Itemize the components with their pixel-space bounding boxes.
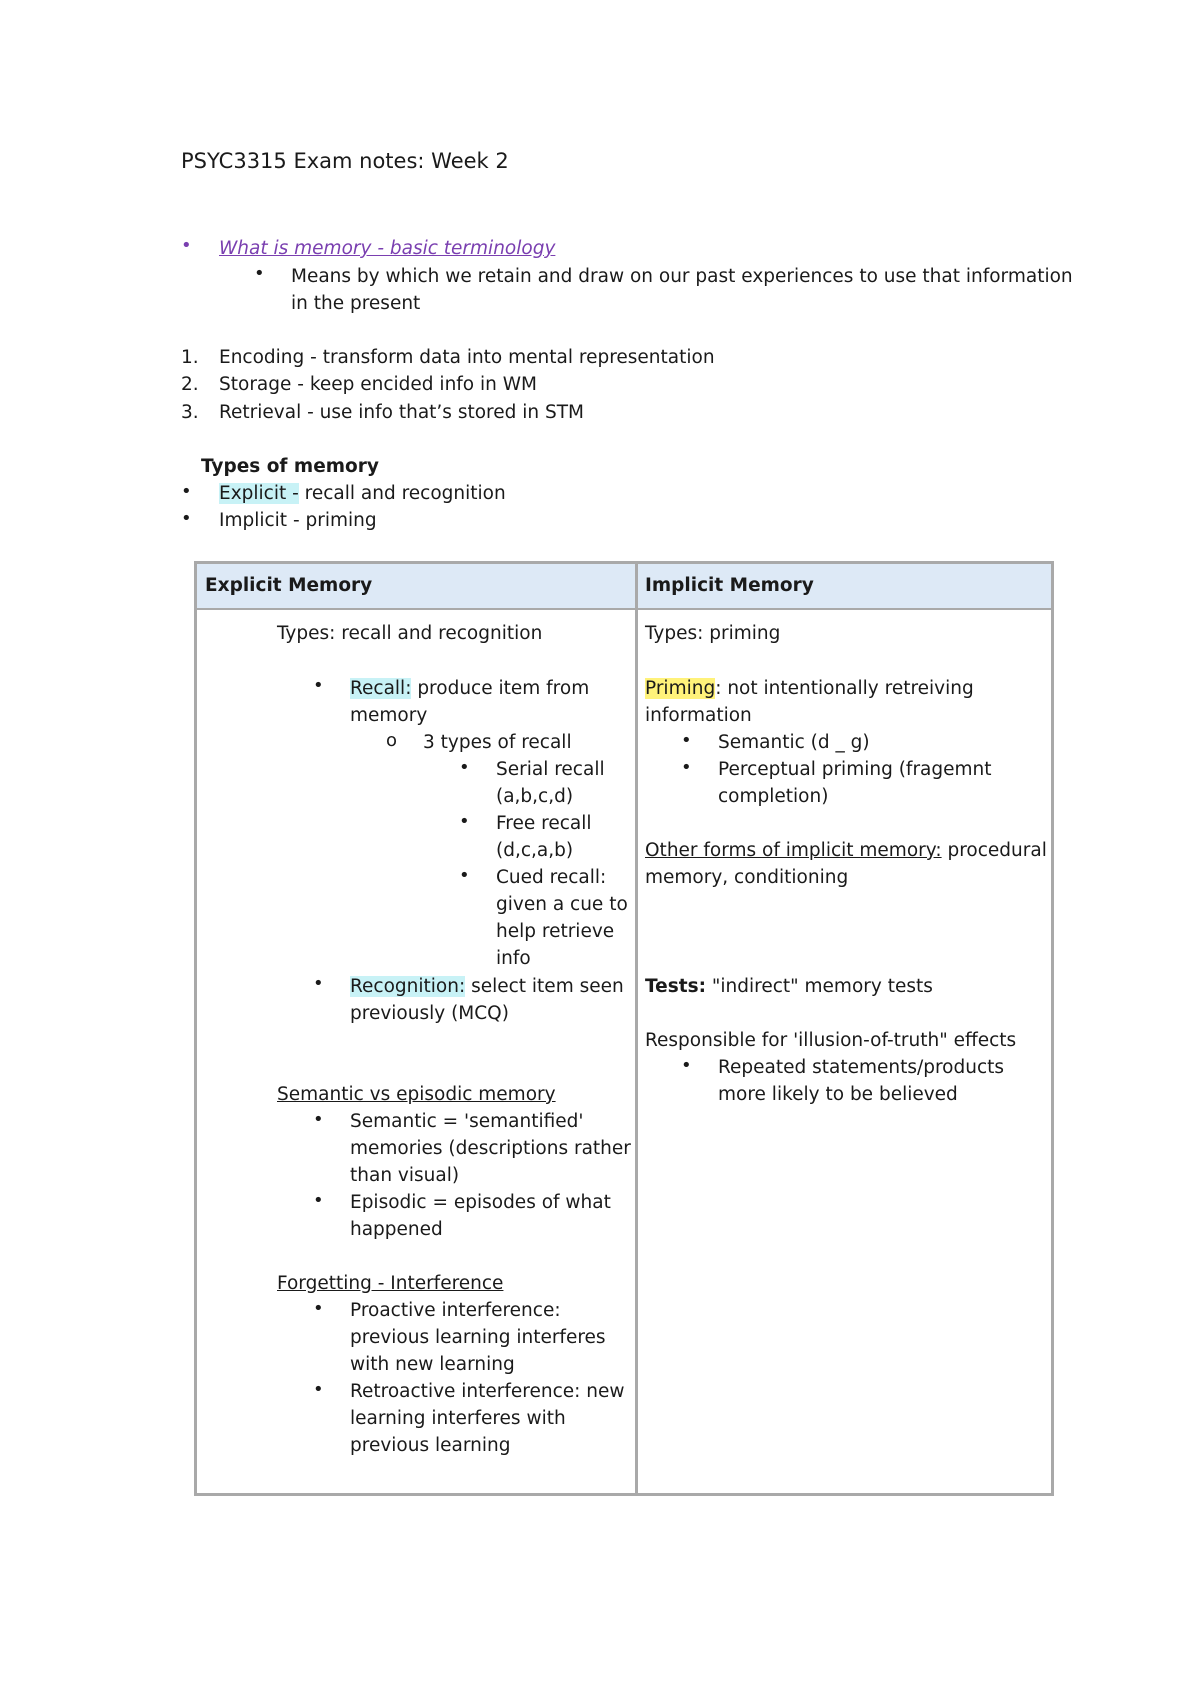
repeated-statements-item: Repeated statements/products	[718, 1057, 1005, 1078]
bullet-icon: •	[313, 973, 324, 994]
bullet-icon: •	[459, 757, 470, 778]
perceptual-priming-item: Perceptual priming (fragemnt	[718, 759, 992, 780]
other-forms-line	[645, 837, 1047, 864]
stage-item: Storage - keep encided info in WM	[219, 374, 538, 395]
explicit-description: recall and recognition	[298, 483, 506, 504]
free-recall-item: (d,c,a,b)	[496, 840, 574, 861]
proactive-item: with new learning	[350, 1354, 515, 1375]
perceptual-priming-item: completion)	[718, 786, 829, 807]
bullet-icon: •	[313, 1109, 324, 1130]
retroactive-item: learning interferes with	[350, 1408, 566, 1429]
tests-description: "indirect" memory tests	[705, 976, 933, 997]
bullet-icon: •	[313, 1190, 324, 1211]
recall-types-subitem: 3 types of recall	[423, 732, 572, 753]
bullet-icon: •	[681, 757, 692, 778]
stage-number: 1.	[181, 347, 199, 368]
stage-item: Encoding - transform data into mental representation	[219, 347, 715, 368]
tests-line	[645, 973, 933, 1000]
bullet-icon: •	[681, 730, 692, 751]
definition-line: Means by which we retain and draw on our past experiences to use that information	[291, 266, 1073, 287]
recall-item	[350, 675, 589, 702]
serial-recall-item: (a,b,c,d)	[496, 786, 574, 807]
forgetting-heading: Forgetting - Interference	[277, 1273, 504, 1294]
episodic-item: happened	[350, 1219, 443, 1240]
hollow-bullet-icon: o	[386, 730, 398, 751]
bullet-icon: •	[254, 263, 265, 284]
bullet-icon: •	[459, 811, 470, 832]
proactive-item: Proactive interference:	[350, 1300, 561, 1321]
recognition-description: previously (MCQ)	[350, 1003, 509, 1024]
bullet-icon: •	[181, 481, 192, 502]
stage-number: 2.	[181, 374, 199, 395]
cued-recall-item: help retrieve	[496, 921, 615, 942]
recognition-item	[350, 973, 624, 1000]
semantic-item: Semantic = 'semantified'	[350, 1111, 584, 1132]
semantic-priming-item: Semantic (d _ g)	[718, 732, 870, 753]
implicit-type-item: Implicit - priming	[219, 510, 377, 531]
tests-term: Tests:	[645, 976, 706, 997]
explicit-types-line: Types: recall and recognition	[277, 623, 543, 644]
cued-recall-item: Cued recall:	[496, 867, 607, 888]
bullet-icon: •	[313, 1298, 324, 1319]
recall-description: memory	[350, 705, 428, 726]
proactive-item: previous learning interferes	[350, 1327, 606, 1348]
priming-item	[645, 675, 974, 702]
stage-item: Retrieval - use info that’s stored in STM	[219, 402, 584, 423]
stage-number: 3.	[181, 402, 199, 423]
semantic-item: than visual)	[350, 1165, 460, 1186]
bullet-icon: •	[459, 865, 470, 886]
explicit-term: Explicit -	[219, 483, 299, 504]
column-divider	[635, 564, 638, 1493]
free-recall-item: Free recall	[496, 813, 592, 834]
definition-line: in the present	[291, 293, 421, 314]
page-title: PSYC3315 Exam notes: Week 2	[181, 149, 509, 173]
bullet-icon: •	[181, 508, 192, 529]
recall-term: Recall:	[350, 678, 412, 699]
priming-description: information	[645, 705, 752, 726]
other-forms-description: procedural	[941, 840, 1047, 861]
priming-term: Priming	[645, 678, 716, 699]
bullet-icon: •	[681, 1055, 692, 1076]
recognition-term: Recognition:	[350, 976, 466, 997]
implicit-types-line: Types: priming	[645, 623, 781, 644]
bullet-icon: •	[181, 235, 192, 256]
bullet-icon: •	[313, 675, 324, 696]
retroactive-item: previous learning	[350, 1435, 511, 1456]
intro-heading-link[interactable]: What is memory - basic terminology	[219, 238, 556, 259]
cued-recall-item: info	[496, 948, 531, 969]
header-explicit-memory: Explicit Memory	[205, 575, 373, 596]
serial-recall-item: Serial recall	[496, 759, 605, 780]
recognition-description: select item seen	[465, 976, 624, 997]
repeated-statements-item: more likely to be believed	[718, 1084, 958, 1105]
semantic-episodic-heading: Semantic vs episodic memory	[277, 1084, 556, 1105]
semantic-item: memories (descriptions rather	[350, 1138, 631, 1159]
priming-description: : not intentionally retreiving	[715, 678, 974, 699]
explicit-type-item	[219, 480, 506, 507]
episodic-item: Episodic = episodes of what	[350, 1192, 611, 1213]
illusion-line: Responsible for 'illusion-of-truth" effects	[645, 1030, 1017, 1051]
cued-recall-item: given a cue to	[496, 894, 628, 915]
other-forms-description: memory, conditioning	[645, 867, 849, 888]
types-heading: Types of memory	[201, 456, 379, 477]
header-implicit-memory: Implicit Memory	[645, 575, 814, 596]
recall-description: produce item from	[411, 678, 590, 699]
bullet-icon: •	[313, 1379, 324, 1400]
retroactive-item: Retroactive interference: new	[350, 1381, 625, 1402]
other-forms-term: Other forms of implicit memory:	[645, 840, 942, 861]
